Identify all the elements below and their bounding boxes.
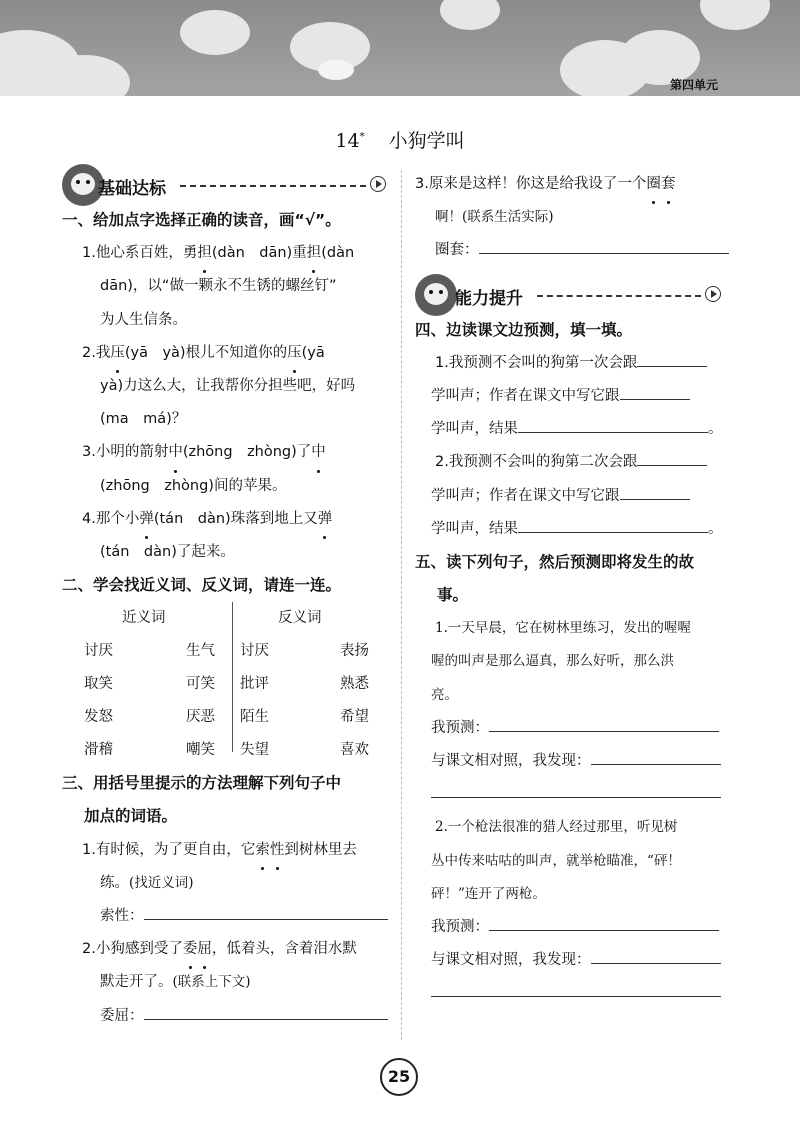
syn-right-word[interactable]: 生气 bbox=[186, 643, 215, 660]
q3-item2-line1: 2.小狗感到受了委屈，低着头，含着泪水默 bbox=[62, 933, 392, 966]
column-divider bbox=[401, 170, 402, 1040]
ant-left-word[interactable]: 批评 bbox=[240, 676, 269, 693]
answer-blank[interactable] bbox=[591, 945, 721, 964]
answer-blank[interactable] bbox=[518, 514, 708, 533]
q3-title-line2: 加点的词语。 bbox=[84, 807, 178, 826]
q1-title: 一、给加点字选择正确的读音，画“√”。 bbox=[62, 211, 341, 229]
q4-item1-line1: 1.我预测不会叫的狗第一次会跟 bbox=[415, 347, 730, 380]
q3-item3-line2: 啊！(联系生活实际) bbox=[435, 209, 554, 226]
q4-title: 四、边读课文边预测，填一填。 bbox=[415, 320, 633, 339]
section-heading-advanced bbox=[415, 274, 730, 314]
syn-left-word[interactable]: 滑稽 bbox=[84, 742, 113, 759]
answer-blank[interactable] bbox=[518, 414, 708, 433]
q1-item2-line2: yà)力这么大，让我帮你分担些吧，好吗 bbox=[100, 377, 356, 394]
section-heading-label: 基础达标 bbox=[98, 179, 166, 199]
syn-right-word[interactable]: 嘲笑 bbox=[186, 742, 215, 759]
q5-item2-line1: 2.一个枪法很准的猎人经过那里，听见树 bbox=[435, 819, 678, 836]
q3-item3-answer: 圈套： bbox=[415, 234, 730, 267]
q1-item4-line1: 4.那个小弹(tán dàn)珠落到地上又弹 bbox=[62, 503, 392, 536]
syn-right-word[interactable]: 可笑 bbox=[186, 676, 215, 693]
q5-item1-extra bbox=[415, 778, 730, 811]
ant-left-word[interactable]: 讨厌 bbox=[240, 643, 269, 660]
q5-item2-extra bbox=[415, 977, 730, 1010]
section-heading-label: 能力提升 bbox=[455, 288, 523, 309]
answer-blank[interactable] bbox=[620, 481, 690, 500]
q5-item2-line2: 丛中传来咕咕的叫声，就举枪瞄准，“砰！ bbox=[431, 852, 681, 869]
q5-item1-line2: 喔的叫声是那么逼真，那么好听，那么洪 bbox=[431, 653, 674, 670]
left-column bbox=[62, 164, 392, 1033]
q5-item1-line3: 亮。 bbox=[431, 686, 458, 703]
play-icon bbox=[370, 176, 386, 192]
lesson-title bbox=[0, 126, 800, 153]
answer-blank[interactable] bbox=[431, 978, 721, 997]
syn-left-word[interactable]: 讨厌 bbox=[84, 643, 113, 660]
q1-item4-line2: (tán dàn)了起来。 bbox=[100, 543, 235, 560]
q1-item2-line1: 2.我压(yā yà)根儿不知道你的压(yā bbox=[62, 337, 392, 370]
q1-item1-line3: 为人生信条。 bbox=[100, 311, 187, 328]
word-match-table bbox=[62, 602, 392, 767]
page-number: 25 bbox=[380, 1058, 418, 1096]
lesson-number: 14* bbox=[335, 130, 365, 152]
q1-item2-line3: (ma má)？ bbox=[100, 411, 187, 428]
q3-item1-answer: 索性： bbox=[62, 900, 392, 933]
q4-item2-line2: 学叫声；作者在课文中写它跟 bbox=[415, 480, 730, 513]
q4-item1-line3: 学叫声，结果 。 bbox=[415, 413, 730, 446]
ant-header: 反义词 bbox=[278, 610, 322, 627]
lesson-name: 小狗学叫 bbox=[388, 130, 465, 152]
ant-left-word[interactable]: 失望 bbox=[240, 742, 269, 759]
bird-icon bbox=[318, 60, 354, 80]
answer-blank[interactable] bbox=[144, 1001, 388, 1020]
q5-item1-predict: 我预测： bbox=[415, 712, 730, 745]
ant-right-word[interactable]: 希望 bbox=[340, 709, 369, 726]
ant-left-word[interactable]: 陌生 bbox=[240, 709, 269, 726]
q4-item2-line1: 2.我预测不会叫的狗第二次会跟 bbox=[415, 446, 730, 479]
q3-item2-answer: 委屈： bbox=[62, 1000, 392, 1033]
q4-item1-line2: 学叫声；作者在课文中写它跟 bbox=[415, 380, 730, 413]
q3-item2-line2: 默走开了。(联系上下文) bbox=[100, 974, 251, 991]
ant-right-word[interactable]: 表扬 bbox=[340, 643, 369, 660]
right-column bbox=[415, 168, 730, 1011]
syn-left-word[interactable]: 发怒 bbox=[84, 709, 113, 726]
q3-item1-line1: 1.有时候，为了更自由，它索性到树林里去 bbox=[62, 834, 392, 867]
q5-title-line2: 事。 bbox=[437, 586, 469, 605]
q1-item3-line1: 3.小明的箭射中(zhōng zhòng)了中 bbox=[62, 436, 392, 469]
q5-item2-compare: 与课文相对照，我发现： bbox=[415, 944, 730, 977]
answer-blank[interactable] bbox=[620, 381, 690, 400]
header-banner bbox=[0, 0, 800, 96]
answer-blank[interactable] bbox=[637, 348, 707, 367]
answer-blank[interactable] bbox=[489, 713, 719, 732]
q1-item1-line2: dān)，以“做一颗永不生锈的螺丝钉” bbox=[100, 278, 337, 295]
syn-left-word[interactable]: 取笑 bbox=[84, 676, 113, 693]
syn-header: 近义词 bbox=[122, 610, 166, 627]
answer-blank[interactable] bbox=[144, 901, 388, 920]
q3-title-line1: 三、用括号里提示的方法理解下列句子中 bbox=[62, 774, 342, 793]
q1-item1-line1: 1.他心系百姓，勇担(dàn dān)重担(dàn bbox=[62, 237, 392, 270]
q1-item3-line2: (zhōng zhòng)间的苹果。 bbox=[100, 477, 287, 494]
section-heading-basic bbox=[62, 164, 392, 204]
q3-item3-line1: 3.原来是这样！你这是给我设了一个圈套 bbox=[415, 168, 730, 201]
q4-item2-line3: 学叫声，结果 。 bbox=[415, 513, 730, 546]
q5-title-line1: 五、读下列句子，然后预测即将发生的故 bbox=[415, 552, 695, 571]
q3-item1-line2: 练。(找近义词) bbox=[100, 874, 194, 891]
unit-label: 第四单元 bbox=[669, 78, 718, 92]
answer-blank[interactable] bbox=[637, 447, 707, 466]
answer-blank[interactable] bbox=[479, 235, 729, 254]
q5-item1-line1: 1.一天早晨，它在树林里练习，发出的喔喔 bbox=[435, 620, 691, 637]
answer-blank[interactable] bbox=[591, 746, 721, 765]
mascot-icon bbox=[415, 274, 457, 316]
answer-blank[interactable] bbox=[489, 912, 719, 931]
ant-right-word[interactable]: 喜欢 bbox=[340, 742, 369, 759]
table-divider bbox=[232, 602, 233, 752]
ant-right-word[interactable]: 熟悉 bbox=[340, 676, 369, 693]
syn-right-word[interactable]: 厌恶 bbox=[186, 709, 215, 726]
q5-item2-line3: 砰！”连开了两枪。 bbox=[431, 885, 546, 902]
answer-blank[interactable] bbox=[431, 779, 721, 798]
q5-item2-predict: 我预测： bbox=[415, 911, 730, 944]
q5-item1-compare: 与课文相对照，我发现： bbox=[415, 745, 730, 778]
q2-title: 二、学会找近义词、反义词，请连一连。 bbox=[62, 576, 342, 595]
play-icon bbox=[705, 286, 721, 302]
